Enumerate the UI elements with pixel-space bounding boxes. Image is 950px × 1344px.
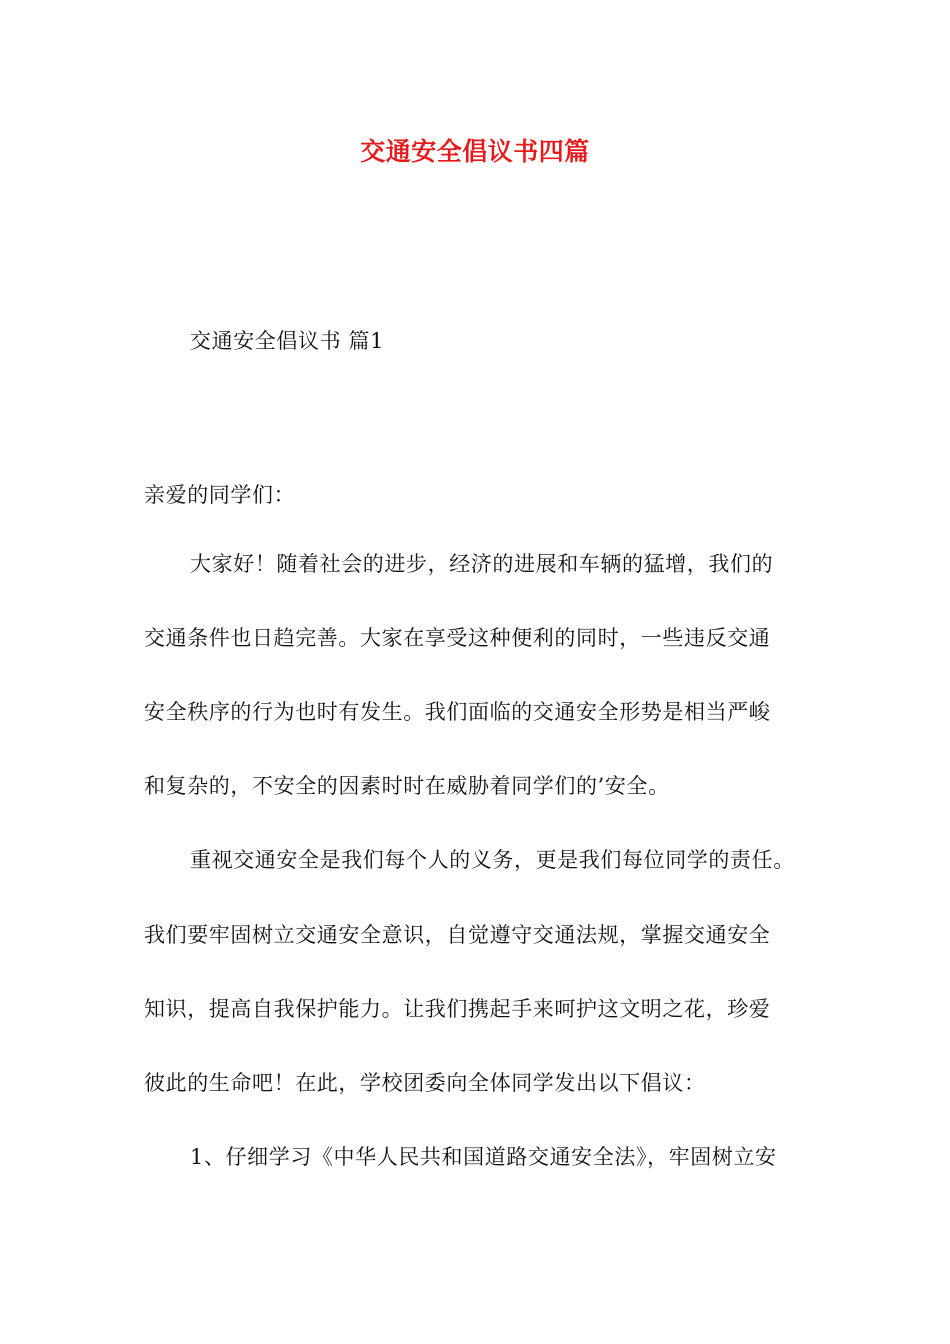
document-title: 交通安全倡议书四篇 bbox=[360, 137, 590, 166]
section-heading: 交通安全倡议书 篇1 bbox=[190, 329, 385, 353]
salutation: 亲爱的同学们： bbox=[144, 483, 296, 507]
paragraph-line: 安全秩序的行为也时有发生。我们面临的交通安全形势是相当严峻 bbox=[144, 700, 771, 724]
paragraph-line: 彼此的生命吧！在此，学校团委向全体同学发出以下倡议： bbox=[144, 1071, 706, 1095]
paragraph-line: 和复杂的，不安全的因素时时在威胁着同学们的’安全。 bbox=[144, 774, 670, 798]
paragraph-line: 大家好！随着社会的进步，经济的进展和车辆的猛增，我们的 bbox=[190, 552, 774, 576]
paragraph-line: 重视交通安全是我们每个人的义务，更是我们每位同学的责任。 bbox=[190, 848, 795, 872]
paragraph-line: 我们要牢固树立交通安全意识，自觉遵守交通法规，掌握交通安全 bbox=[144, 923, 771, 947]
paragraph-line: 交通条件也日趋完善。大家在享受这种便利的同时，一些违反交通 bbox=[144, 626, 771, 650]
list-item-line: 1、仔细学习《中华人民共和国道路交通安全法》，牢固树立安 bbox=[190, 1145, 777, 1169]
paragraph-line: 知识，提高自我保护能力。让我们携起手来呵护这文明之花，珍爱 bbox=[144, 997, 771, 1021]
